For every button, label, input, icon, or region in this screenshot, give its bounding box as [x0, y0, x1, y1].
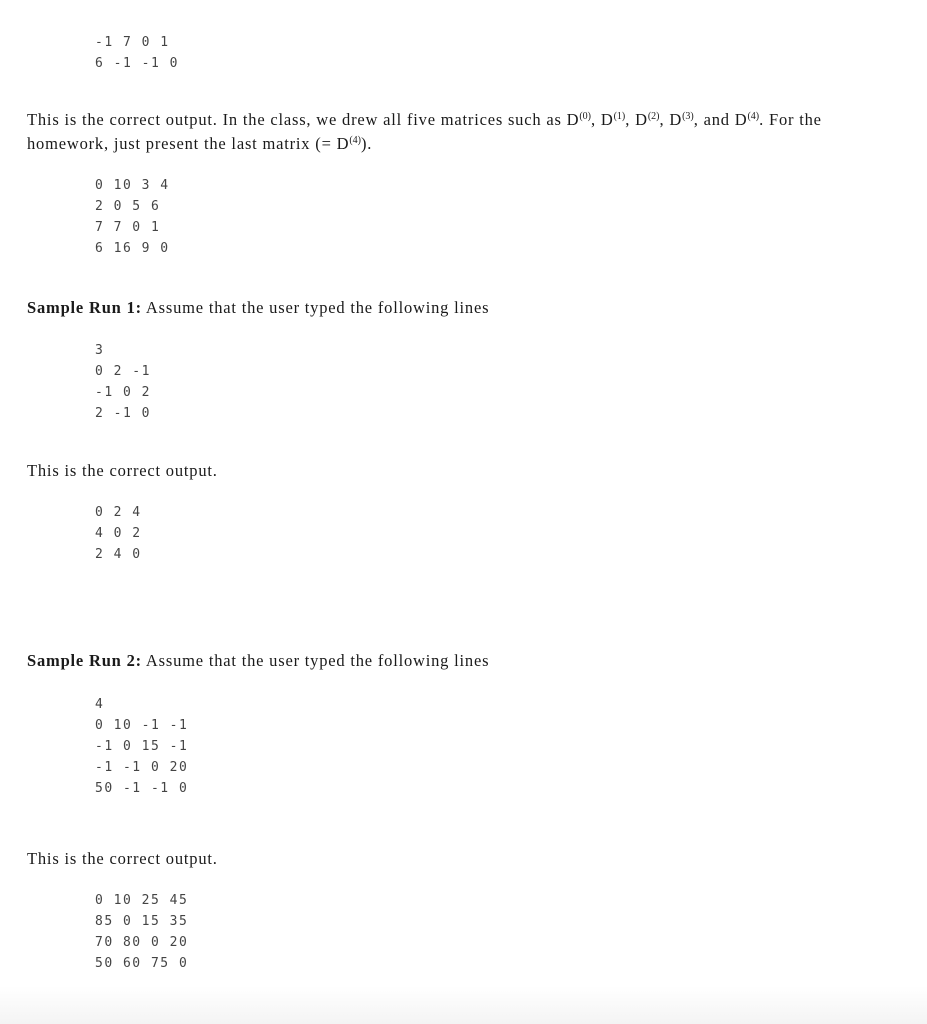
description-paragraph: This is the correct output. In the class, we drew all five matrices such as $D^{(0)}$, $D^{(1)}$, $D^{(2)}$, $D^{(3)}$, and $D^{(4)}$. For the homework, just present the last matrix (= $D^{(4)}$). [27, 110, 822, 153]
matrix-row: 6 16 9 0 [95, 241, 170, 256]
matrix-row: -1 -1 0 20 [95, 760, 189, 775]
matrix-row: 6 -1 -1 0 [95, 56, 179, 71]
sample-run-1-heading: Sample Run 1: Assume that the user typed the following lines [27, 298, 490, 317]
page-bottom-fade [0, 986, 927, 1024]
matrix-row: 0 10 25 45 [95, 893, 189, 908]
output-matrix-3 [95, 890, 188, 974]
output-matrix-2 [95, 502, 142, 565]
matrix-row: 2 4 0 [95, 547, 142, 562]
matrix-row: -1 0 15 -1 [95, 739, 189, 754]
sample-run-2-heading: Sample Run 2: Assume that the user typed the following lines [27, 651, 490, 670]
matrix-row: 3 [95, 343, 105, 358]
matrix-row: 0 10 3 4 [95, 178, 170, 193]
sample-run-2-label: Sample Run 2: [27, 651, 142, 670]
matrix-row: 50 -1 -1 0 [95, 781, 189, 796]
correct-output-label-2: This is the correct output. [27, 849, 218, 868]
matrix-row: -1 0 2 [95, 385, 151, 400]
matrix-row: 2 0 5 6 [95, 199, 161, 214]
matrix-row: 85 0 15 35 [95, 914, 189, 929]
input-matrix-2 [95, 694, 188, 799]
matrix-row: -1 7 0 1 [95, 35, 170, 50]
matrix-row: 0 10 -1 -1 [95, 718, 189, 733]
matrix-row: 0 2 4 [95, 505, 142, 520]
sample-run-1-label: Sample Run 1: [27, 298, 142, 317]
matrix-row: 50 60 75 0 [95, 956, 189, 971]
output-matrix-1 [95, 175, 170, 259]
matrix-row: 4 0 2 [95, 526, 142, 541]
matrix-row: 7 7 0 1 [95, 220, 161, 235]
correct-output-label-1: This is the correct output. [27, 461, 218, 480]
matrix-row: 2 -1 0 [95, 406, 151, 421]
matrix-row: 70 80 0 20 [95, 935, 189, 950]
input-matrix-1 [95, 340, 151, 424]
top-matrix-block [95, 32, 179, 74]
matrix-row: 4 [95, 697, 105, 712]
matrix-row: 0 2 -1 [95, 364, 151, 379]
